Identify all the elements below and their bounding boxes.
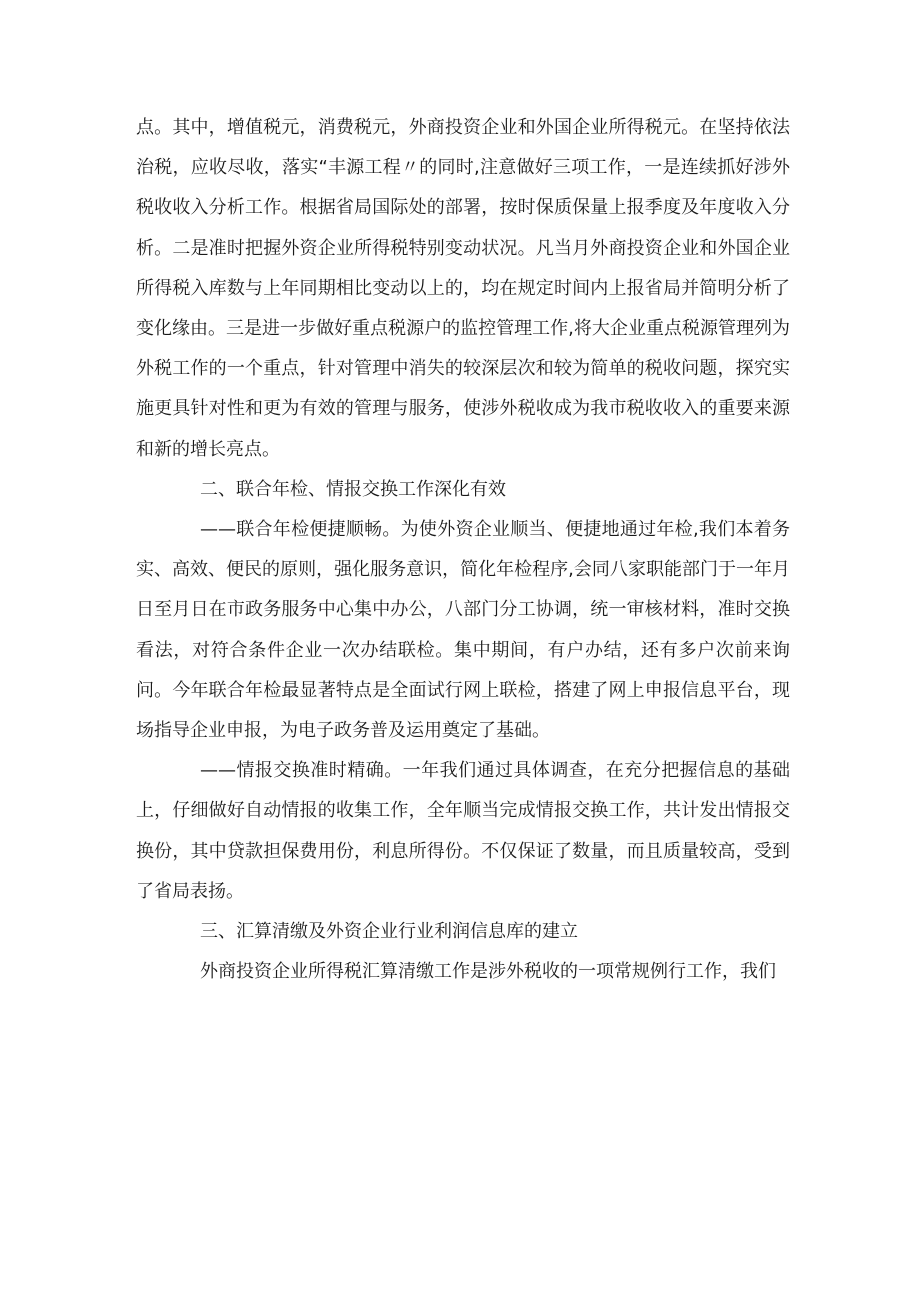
section-heading-joint-inspection: 二、联合年检、情报交换工作深化有效 — [200, 478, 506, 500]
paragraph-settlement: 外商投资企业所得税汇算清缴工作是涉外税收的一项常规例行工作，我们 — [200, 961, 776, 983]
section-heading-settlement: 三、汇算清缴及外资企业行业利润信息库的建立 — [200, 921, 578, 943]
paragraph-joint-inspection: ——联合年检便捷顺畅。为使外资企业顺当、便捷地通过年检,我们本着务实、高效、便民的原则，强化服务意识，简化年检程序,会同八家职能部门于一年月日至月日在市政务服务中心集中办公，八部门分工协调，统一审核材料，准时交换看法，对符合条件企业一次办结联检。集中期间，有户办结，还有多户次前来询问。今年联合年检最显著特点是全面试行网上联检，搭建了网上申报信息平台，现场指导企业申报，为电子政务普及运用奠定了基础。 — [136, 519, 790, 742]
document-body — [136, 108, 790, 992]
paragraph-information-exchange: ——情报交换准时精确。一年我们通过具体调查，在充分把握信息的基础上，仔细做好自动情报的收集工作，全年顺当完成情报交换工作，共计发出情报交换份，其中贷款担保费用份，利息所得份。不仅保证了数量，而且质量较高，受到了省局表扬。 — [136, 760, 790, 902]
paragraph-tax-analysis: 点。其中，增值税元，消费税元，外商投资企业和外国企业所得税元。在坚持依法治税，应收尽收，落实“丰源工程〃的同时,注意做好三项工作，一是连续抓好涉外税收收入分析工作。根据省局国际处的部署，按时保质保量上报季度及年度收入分析。二是准时把握外资企业所得税特别变动状况。凡当月外商投资企业和外国企业所得税入库数与上年同期相比变动以上的，均在规定时间内上报省局并简明分析了变化缘由。三是进一步做好重点税源户的监控管理工作,将大企业重点税源管理列为外税工作的一个重点，针对管理中消失的较深层次和较为简单的税收问题，探究实施更具针对性和更为有效的管理与服务，使涉外税收成为我市税收收入的重要来源和新的增长亮点。 — [136, 117, 790, 460]
